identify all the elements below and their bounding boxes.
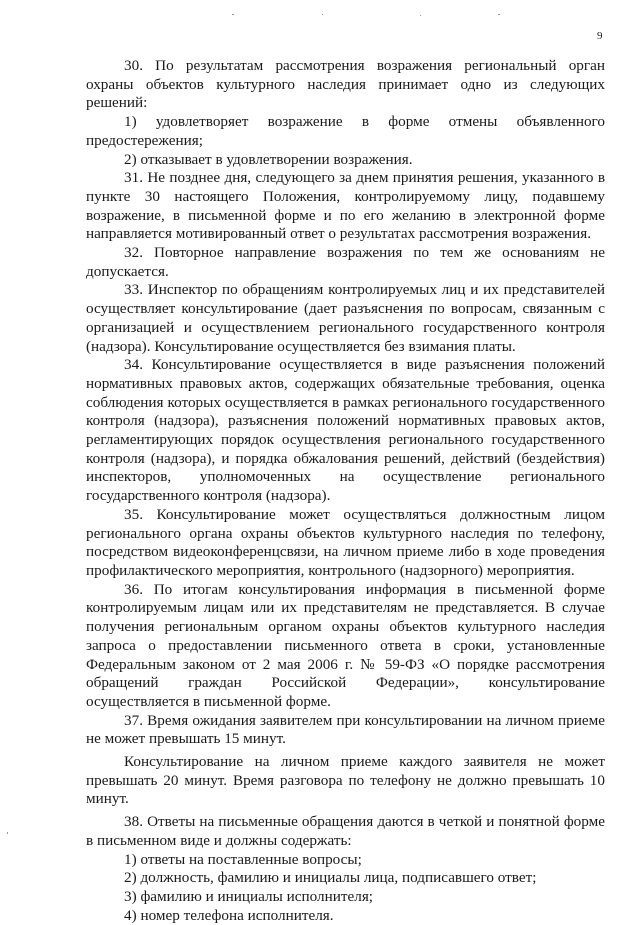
paragraph-33: 33. Инспектор по обращениям контролируемых лиц и их представителей осуществляет консультирование (дает разъяснения по вопросам, связанным с организацией и осуществлением регионального государственного контроля (надзора). Консультирование осуществляется без взимания платы. bbox=[86, 281, 605, 355]
paragraph-38-item-1: 1) ответы на поставленные вопросы; bbox=[124, 850, 362, 868]
paragraph-32: 32. Повторное направление возражения по тем же основаниям не допускается. bbox=[86, 244, 605, 280]
paragraph-34: 34. Консультирование осуществляется в виде разъяснения положений нормативных правовых актов, содержащих обязательные требования, оценка соблюдения которых осуществляется в рамках регионального государственного контроля (надзора), разъяснения положений нормативных правовых актов, регламентирующих порядок осуществления регионального государственного контроля (надзора), и порядка обжалования решений, действий (бездействия) инспекторов, уполномоченных на осуществление регионального государственного контроля (надзора). bbox=[86, 356, 605, 505]
scan-speck bbox=[7, 832, 8, 834]
paragraph-31: 31. Не позднее дня, следующего за днем принятия решения, указанного в пункте 30 настоящего Положения, контролируемому лицу, подавшему возражение, в письменной форме и по его желанию в электронной форме направляется мотивированный ответ о результатах рассмотрения возражения. bbox=[86, 169, 605, 243]
scan-speck bbox=[322, 14, 323, 15]
document-body bbox=[86, 57, 605, 925]
paragraph-30-option-1: 1) удовлетворяет возражение в форме отмены объявленного предостережения; bbox=[86, 113, 605, 149]
paragraph-38-item-2: 2) должность, фамилию и инициалы лица, подписавшего ответ; bbox=[124, 869, 537, 887]
paragraph-38-item-4: 4) номер телефона исполнителя. bbox=[124, 906, 334, 924]
paragraph-30-option-2: 2) отказывает в удовлетворении возражения. bbox=[124, 150, 413, 168]
paragraph-36: 36. По итогам консультирования информация в письменной форме контролируемым лицам или их представителям не представляется. В случае получения региональным органом охраны объектов культурного наследия запроса о предоставлении письменного ответа в сроки, установленные Федеральным законом от 2 мая 2006 г. № 59-ФЗ «О порядке рассмотрения обращений граждан Российской Федерации», консультирование осуществляется в письменной форме. bbox=[86, 580, 605, 710]
paragraph-37: 37. Время ожидания заявителем при консультировании на личном приеме не может превышать 15 минут. bbox=[86, 711, 605, 748]
paragraph-30: 30. По результатам рассмотрения возражения региональный орган охраны объектов культурного наследия принимает одно из следующих решений: bbox=[86, 57, 605, 112]
paragraph-35: 35. Консультирование может осуществляться должностным лицом регионального органа охраны объектов культурного наследия по телефону, посредством видеоконференцсвязи, на личном приеме либо в ходе проведения профилактического мероприятия, контрольного (надзорного) мероприятия. bbox=[86, 505, 605, 579]
paragraph-38-item-3: 3) фамилию и инициалы исполнителя; bbox=[124, 887, 374, 905]
paragraph-38: 38. Ответы на письменные обращения даются в четкой и понятной форме в письменном виде и должны содержать: bbox=[86, 813, 605, 849]
page-number: 9 bbox=[597, 30, 603, 42]
scan-speck bbox=[420, 15, 421, 16]
paragraph-37-continued: Консультирование на личном приеме каждого заявителя не может превышать 20 минут. Время разговора по телефону не должно превышать 10 минут. bbox=[86, 753, 605, 808]
scan-speck bbox=[498, 14, 500, 15]
scan-speck bbox=[232, 14, 234, 15]
